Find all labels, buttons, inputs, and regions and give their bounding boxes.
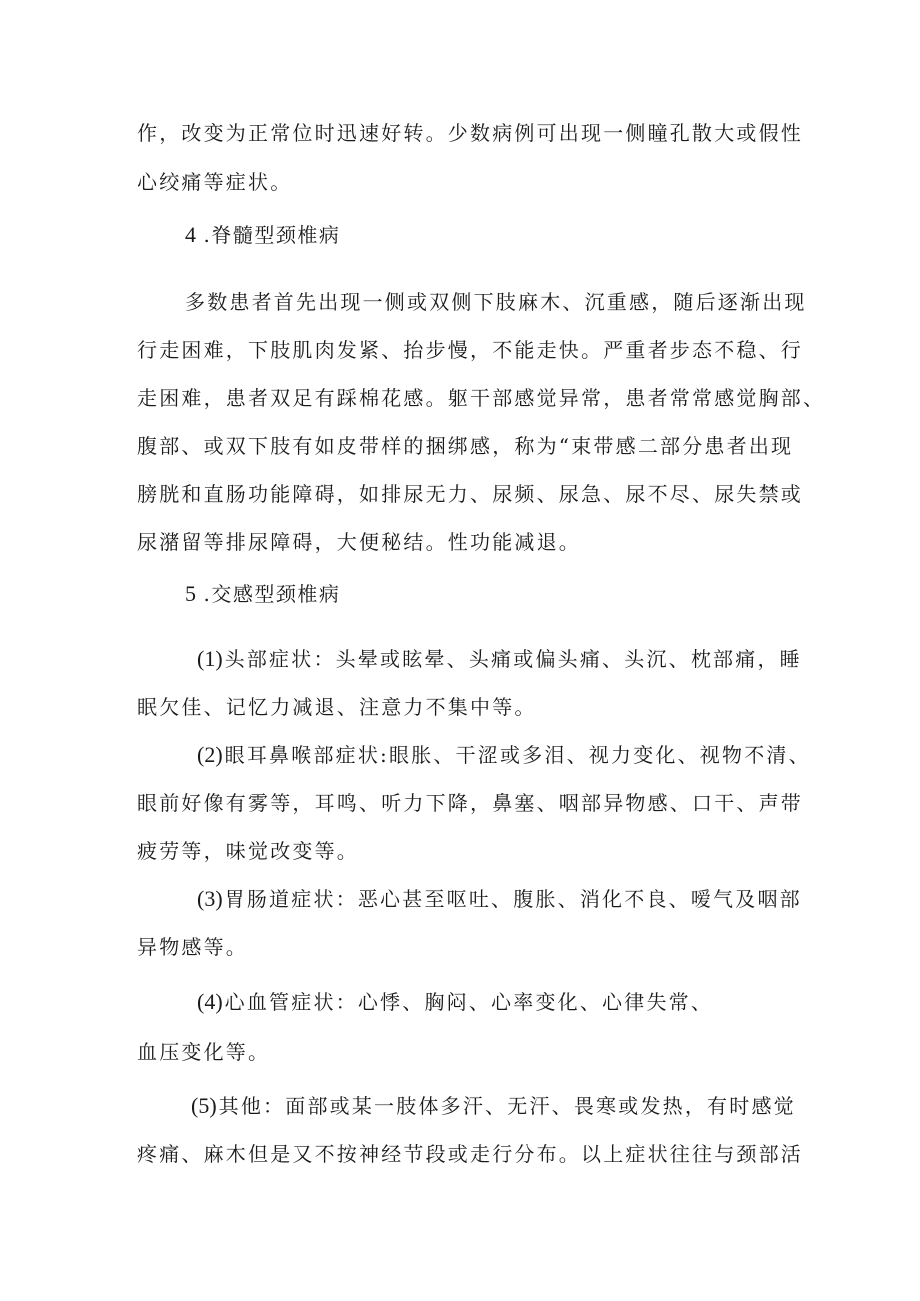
list-item-line: 疲劳等，味觉改变等。 bbox=[137, 839, 359, 863]
paragraph-line: 走困难，患者双足有踩棉花感。躯干部感觉异常，患者常常感觉胸部、 bbox=[137, 386, 826, 410]
paragraph-line: 尿潴留等排尿障碍，大便秘结。性功能减退。 bbox=[137, 530, 581, 554]
list-item-line: (3) 胃肠道症状：恶心甚至呕吐、腹胀、消化不良、嗳气及咽部 bbox=[197, 886, 802, 911]
list-item-line: (2) 眼耳鼻喉部症状:眼胀、干涩或多泪、视力变化、视物不清、 bbox=[197, 742, 811, 767]
list-marker: (1) bbox=[197, 646, 223, 671]
paragraph-line: 腹部、或双下肢有如皮带样的捆绑感，称为“束带感二部分患者出现 bbox=[137, 434, 794, 458]
list-item-line: (4) 心血管症状：心悸、胸闷、心率变化、心律失常、 bbox=[197, 989, 714, 1014]
paragraph-line: 行走困难，下肢肌肉发紧、抬步慢，不能走快。严重者步态不稳、行 bbox=[137, 338, 803, 362]
list-item-line: 眠欠佳、记忆力减退、注意力不集中等。 bbox=[137, 695, 537, 719]
section-number: 5 bbox=[185, 581, 198, 606]
section-heading-4 bbox=[185, 223, 340, 247]
list-item-line: (1) 头部症状：头晕或眩晕、头痛或偏头痛、头沉、枕部痛，睡 bbox=[197, 646, 802, 671]
paragraph-line: 多数患者首先出现一侧或双侧下肢麻木、沉重感，随后逐渐出现 bbox=[185, 290, 807, 314]
section-title: .交感型颈椎病 bbox=[203, 582, 341, 606]
paragraph-line: 心绞痛等症状。 bbox=[137, 170, 293, 194]
paragraph-line: 作，改变为正常位时迅速好转。少数病例可出现一侧瞳孔散大或假性 bbox=[137, 121, 803, 145]
section-title: .脊髓型颈椎病 bbox=[203, 223, 341, 247]
list-marker: (2) bbox=[197, 742, 223, 767]
paragraph-line: 膀胱和直肠功能障碍，如排尿无力、尿频、尿急、尿不尽、尿失禁或 bbox=[137, 482, 803, 506]
list-marker: (3) bbox=[197, 886, 223, 911]
list-item-line: 异物感等。 bbox=[137, 935, 248, 959]
list-item-line: 血压变化等。 bbox=[137, 1040, 271, 1064]
list-marker: (4) bbox=[197, 989, 223, 1014]
section-number: 4 bbox=[185, 222, 198, 247]
list-item-line: 眼前好像有雾等，耳鸣、听力下降，鼻塞、咽部异物感、口干、声带 bbox=[137, 791, 803, 815]
list-item-line: (5) 其他：面部或某一肢体多汗、无汗、畏寒或发热，有时感觉 bbox=[191, 1093, 796, 1118]
list-item-line: 疼痛、麻木但是又不按神经节段或走行分布。以上症状往往与颈部活 bbox=[137, 1142, 803, 1166]
list-marker: (5) bbox=[191, 1093, 217, 1118]
section-heading-5 bbox=[185, 582, 340, 606]
